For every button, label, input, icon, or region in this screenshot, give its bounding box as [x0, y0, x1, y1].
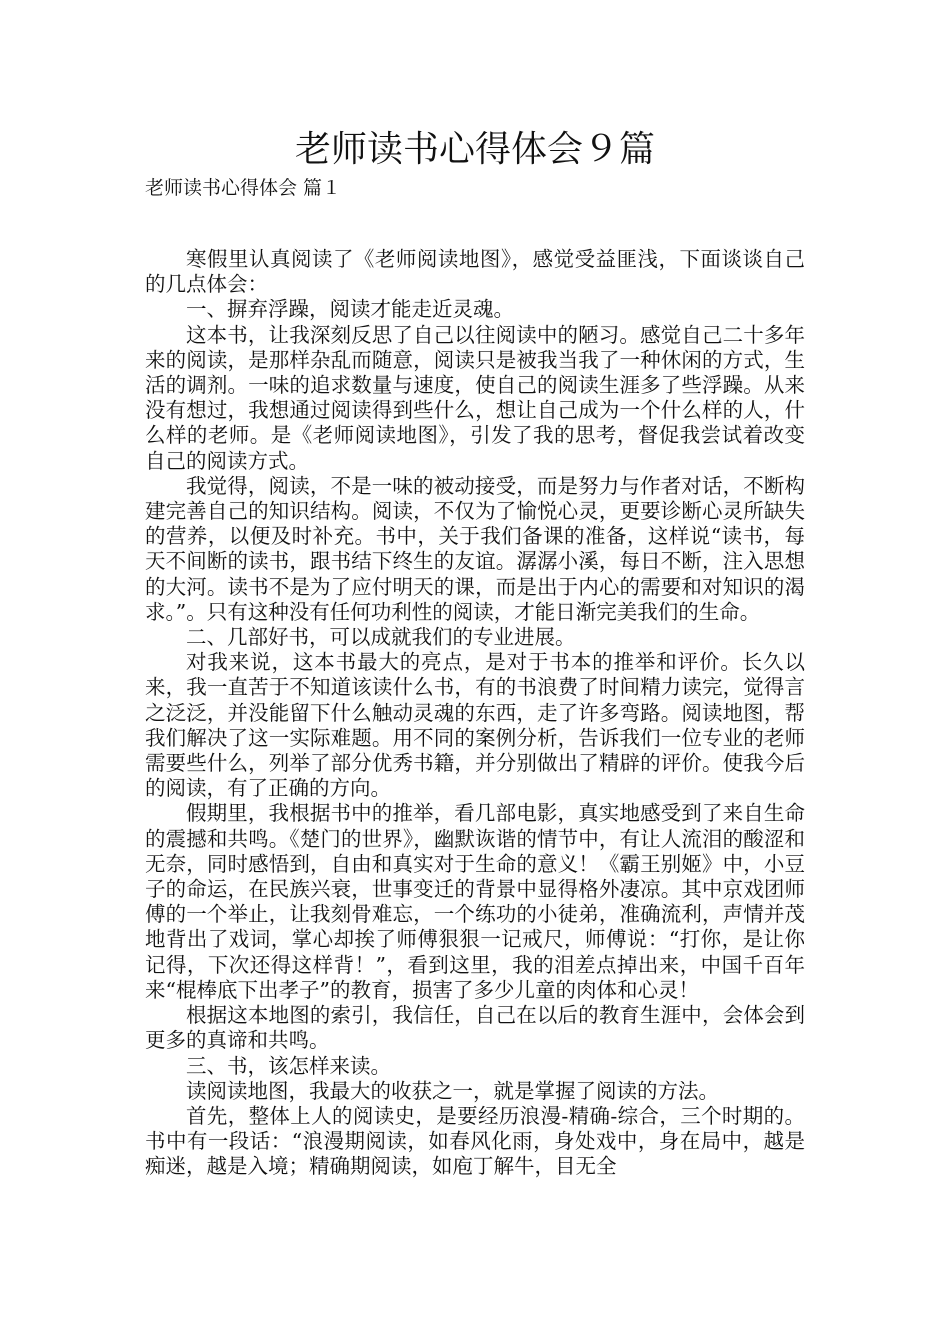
paragraph: 我觉得，阅读，不是一味的被动接受，而是努力与作者对话，不断构建完善自己的知识结构。阅读，不仅为了愉悦心灵，更要诊断心灵所缺失的营养，以便及时补充。书中，关于我们备课的准备，这样说“读书，每天不间断的读书，跟书结下终生的友谊。潺潺小溪，每日不断，注入思想的大河。读书不是为了应付明天的课，而是出于内心的需要和对知识的渴求。”。只有这种没有任何功利性的阅读，才能日渐完美我们的生命。: [145, 473, 805, 624]
paragraph: 读阅读地图，我最大的收获之一，就是掌握了阅读的方法。: [186, 1078, 719, 1103]
document-body: [145, 247, 805, 1180]
document-title: 老师读书心得体会９篇: [294, 129, 655, 170]
paragraph: 首先，整体上人的阅读史，是要经历浪漫-精确-综合，三个时期的。书中有一段话：“浪漫期阅读，如春风化雨，身处戏中，身在局中，越是痴迷，越是入境；精确期阅读，如庖丁解牛，目无全: [145, 1103, 805, 1179]
section-heading: 一、摒弃浮躁，阅读才能走近灵魂。: [186, 297, 514, 322]
section-subtitle: 老师读书心得体会 篇１: [145, 177, 342, 199]
section-heading: 三、书，该怎样来读。: [186, 1053, 391, 1078]
section-heading: 二、几部好书，可以成就我们的专业进展。: [186, 625, 576, 650]
paragraph: 对我来说，这本书最大的亮点，是对于书本的推举和评价。长久以来，我一直苦于不知道该读什么书，有的书浪费了时间精力读完，觉得言之泛泛，并没能留下什么触动灵魂的东西，走了许多弯路。阅读地图，帮我们解决了这一实际难题。用不同的案例分析，告诉我们一位专业的老师需要些什么，列举了部分优秀书籍，并分别做出了精辟的评价。使我今后的阅读，有了正确的方向。: [145, 650, 805, 801]
paragraph: 寒假里认真阅读了《老师阅读地图》，感觉受益匪浅，下面谈谈自己的几点体会：: [145, 247, 805, 297]
paragraph: 假期里，我根据书中的推举，看几部电影，真实地感受到了来自生命的震撼和共鸣。《楚门的世界》，幽默诙谐的情节中，有让人流泪的酸涩和无奈，同时感悟到，自由和真实对于生命的意义！《霸王别姬》中，小豆子的命运，在民族兴衰，世事变迁的背景中显得格外凄凉。其中京戏团师傅的一个举止，让我刻骨难忘，一个练功的小徒弟，准确流利，声情并茂地背出了戏词，掌心却挨了师傅狠狠一记戒尺，师傅说：“打你，是让你记得，下次还得这样背！”，看到这里，我的泪差点掉出来，中国千百年来“棍棒底下出孝子”的教育，损害了多少儿童的肉体和心灵！: [145, 801, 805, 1002]
paragraph: 这本书，让我深刻反思了自己以往阅读中的陋习。感觉自己二十多年来的阅读，是那样杂乱而随意，阅读只是被我当我了一种休闲的方式，生活的调剂。一味的追求数量与速度，使自己的阅读生涯多了些浮躁。从来没有想过，我想通过阅读得到些什么，想让自己成为一个什么样的人，什么样的老师。是《老师阅读地图》，引发了我的思考，督促我尝试着改变自己的阅读方式。: [145, 322, 805, 473]
paragraph: 根据这本地图的索引，我信任，自己在以后的教育生涯中，会体会到更多的真谛和共鸣。: [145, 1003, 805, 1053]
